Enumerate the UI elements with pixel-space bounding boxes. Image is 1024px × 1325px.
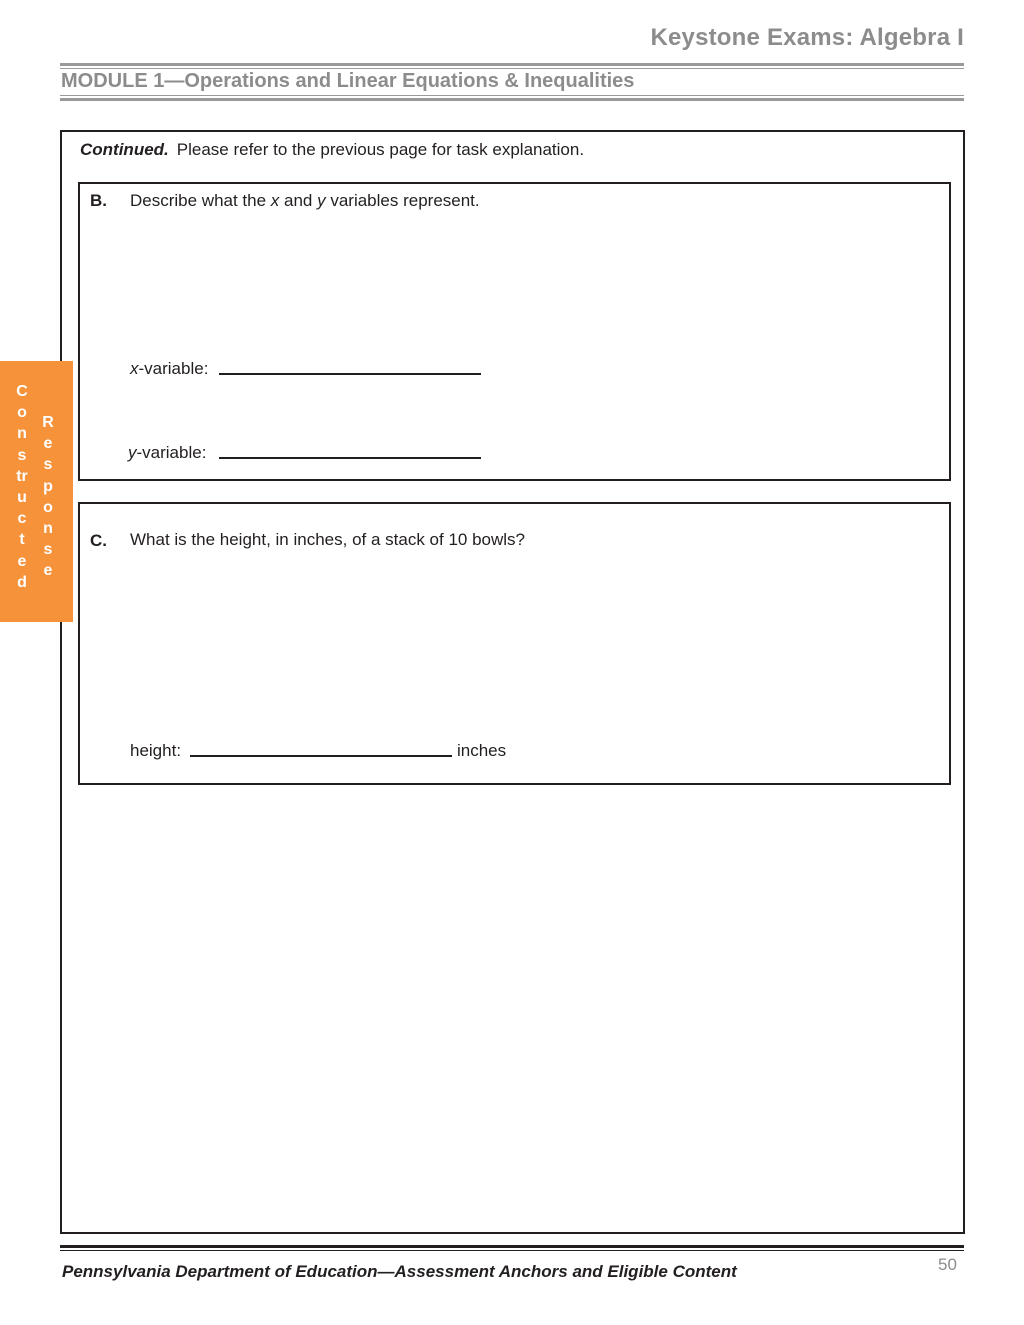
x-variable-label <box>130 359 208 379</box>
height-answer-line[interactable] <box>190 755 452 757</box>
height-unit: inches <box>457 741 507 760</box>
x-variable-answer-line[interactable] <box>219 373 481 375</box>
footer-publisher: Pennsylvania Department of Education—Assessment Anchors and Eligible Content <box>62 1262 737 1281</box>
y-variable-answer-line[interactable] <box>219 457 481 459</box>
module-rule-thick <box>60 98 964 101</box>
y-variable-label <box>128 443 206 463</box>
side-tab-word-response: Response <box>42 414 54 580</box>
part-b-box <box>78 182 951 481</box>
x-variable-var: x <box>130 359 139 378</box>
header-rule-thin <box>60 68 964 69</box>
footer-rule-thin <box>60 1250 964 1251</box>
continued-text: Please refer to the previous page for task explanation. <box>176 140 585 159</box>
page-number: 50 <box>938 1255 957 1274</box>
part-b-question-pre: Describe what the <box>130 191 271 210</box>
continued-note <box>80 140 584 160</box>
part-b-var-y: y <box>317 191 326 210</box>
side-tab-word-constructed: Constructed <box>16 383 28 591</box>
part-b-question-mid: and <box>279 191 318 210</box>
y-variable-var: y <box>128 443 137 462</box>
part-c-question: What is the height, in inches, of a stack of 10 bowls? <box>130 530 525 549</box>
part-b-var-x: x <box>270 191 280 210</box>
part-b-letter: B. <box>90 191 107 210</box>
constructed-response-tab <box>0 361 73 622</box>
x-variable-text: -variable: <box>138 359 209 378</box>
part-c-letter: C. <box>90 531 107 550</box>
y-variable-text: -variable: <box>136 443 207 462</box>
footer-rule-thick <box>60 1245 964 1248</box>
header-rule-top <box>60 63 964 66</box>
part-b-question <box>130 191 480 211</box>
part-b-question-post: variables represent. <box>325 191 480 210</box>
height-label: height: <box>130 741 182 760</box>
module-rule-thin <box>60 95 964 96</box>
document-title: Keystone Exams: Algebra I <box>650 24 964 51</box>
module-title: MODULE 1—Operations and Linear Equations & Inequalities <box>61 70 635 92</box>
continued-label: Continued. <box>80 140 169 159</box>
